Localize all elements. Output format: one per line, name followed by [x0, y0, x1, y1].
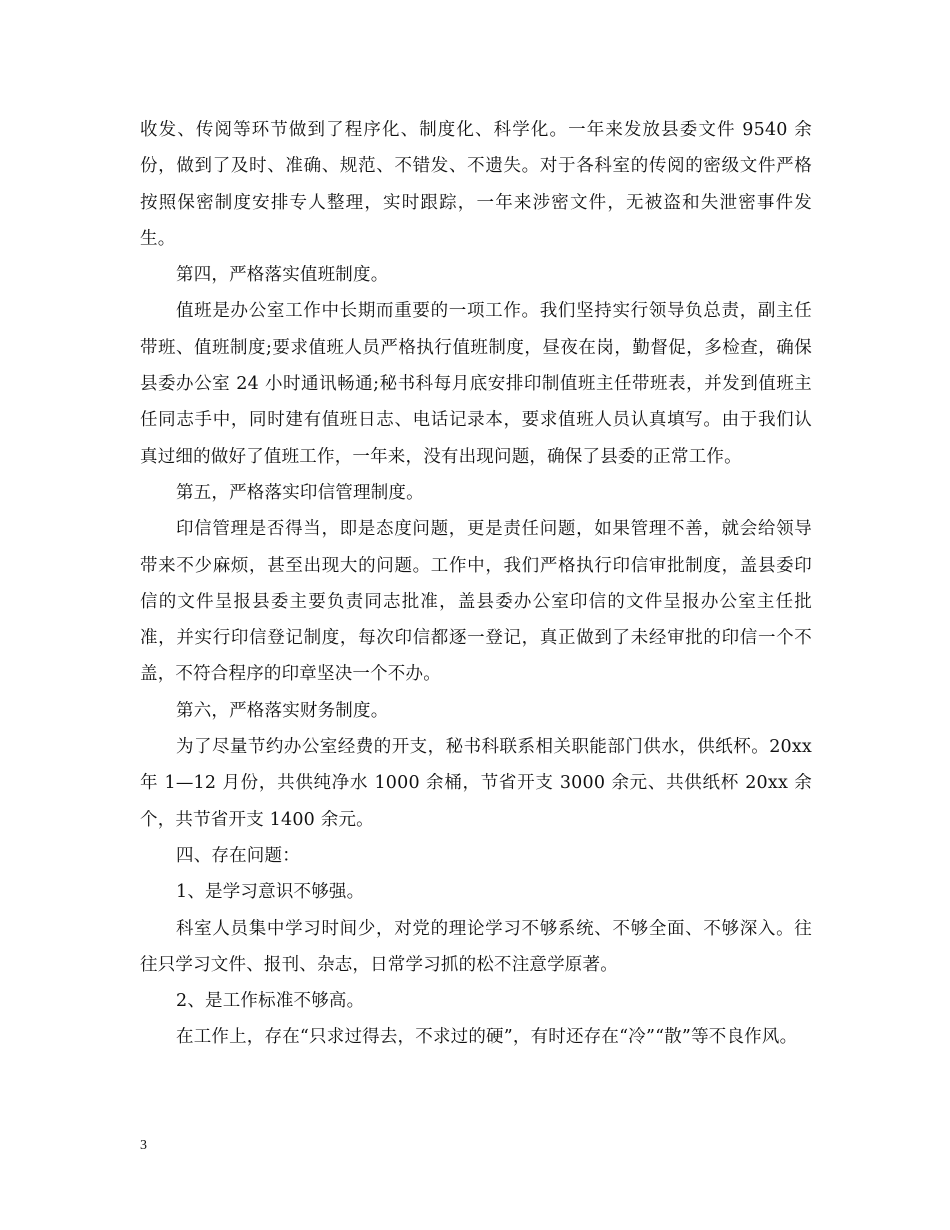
paragraph-seal: 印信管理是否得当，即是态度问题，更是责任问题，如果管理不善，就会给领导带来不少麻烦，甚至出现大的问题。工作中，我们严格执行印信审批制度，盖县委印信的文件呈报县委主要负责同志批准，盖县委办公室印信的文件呈报办公室主任批准，并实行印信登记制度，每次印信都逐一登记，真正做到了未经审批的印信一个不盖，不符合程序的印章坚决一个不办。 — [140, 519, 812, 685]
problem-item-2-text: 在工作上，存在“只求过得去，不求过的硬”，有时还存在“冷”“散”等不良作风。 — [176, 1027, 798, 1048]
page-number: 3 — [140, 1138, 147, 1153]
problem-item-1-heading: 1、是学习意识不够强。 — [176, 882, 365, 903]
document-body — [140, 112, 812, 1056]
paragraph-finance: 为了尽量节约办公室经费的开支，秘书科联系相关职能部门供水，供纸杯。20xx 年 1—12 月份，共供纯净水 1000 余桶，节省开支 3000 余元、共供纸杯 20xx 余个，共节省开支 1400 余元。 — [140, 737, 812, 830]
paragraph-continuation: 收发、传阅等环节做到了程序化、制度化、科学化。一年来发放县委文件 9540 余份，做到了及时、准确、规范、不错发、不遗失。对于各科室的传阅的密级文件严格按照保密制度安排专人整理，实时跟踪，一年来涉密文件，无被盗和失泄密事件发生。 — [140, 120, 812, 249]
problem-item-1-text: 科室人员集中学习时间少，对党的理论学习不够系统、不够全面、不够深入。往往只学习文件、报刊、杂志，日常学习抓的松不注意学原著。 — [140, 918, 812, 975]
paragraph-duty: 值班是办公室工作中长期而重要的一项工作。我们坚持实行领导负总责，副主任带班、值班制度;要求值班人员严格执行值班制度，昼夜在岗，勤督促，多检查，确保县委办公室 24 小时通讯畅通;秘书科每月底安排印制值班主任带班表，并发到值班主任同志手中，同时建有值班日志、电话记录本，要求值班人员认真填写。由于我们认真过细的做好了值班工作，一年来，没有出现问题，确保了县委的正常工作。 — [140, 301, 812, 467]
section-heading-finance: 第六，严格落实财务制度。 — [176, 700, 389, 721]
problem-item-2-heading: 2、是工作标准不够高。 — [176, 991, 365, 1012]
section-heading-seal: 第五，严格落实印信管理制度。 — [176, 482, 424, 503]
section-heading-duty: 第四，严格落实值班制度。 — [176, 265, 389, 286]
section-heading-problems: 四、存在问题： — [176, 845, 300, 866]
